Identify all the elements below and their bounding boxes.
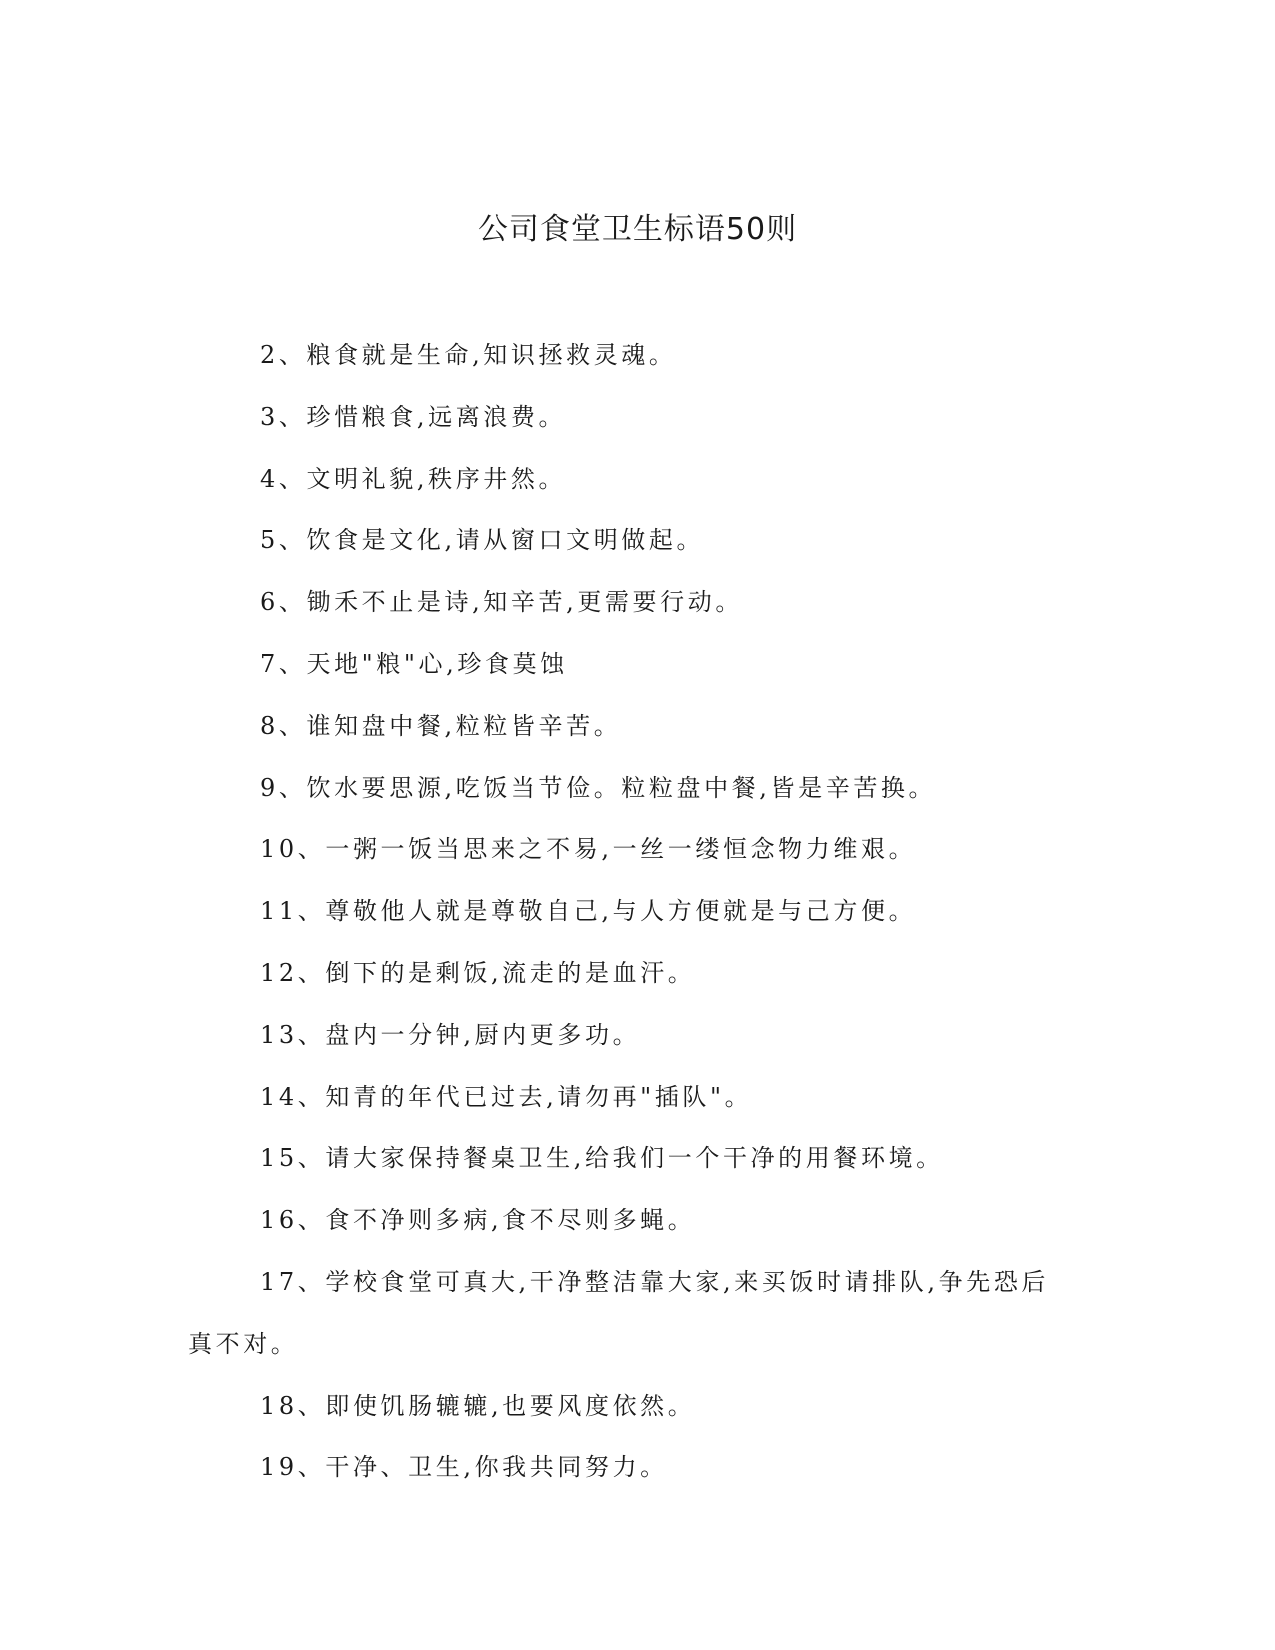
slogan-item: 8、谁知盘中餐,粒粒皆辛苦。 bbox=[260, 711, 622, 740]
slogan-item: 16、食不净则多病,食不尽则多蝇。 bbox=[260, 1206, 696, 1235]
slogan-list bbox=[188, 325, 1068, 1499]
slogan-item: 19、干净、卫生,你我共同努力。 bbox=[260, 1453, 668, 1482]
slogan-item: 2、粮食就是生命,知识拯救灵魂。 bbox=[260, 341, 677, 369]
slogan-item: 5、饮食是文化,请从窗口文明做起。 bbox=[260, 526, 705, 555]
slogan-item: 11、尊敬他人就是尊敬自己,与人方便就是与己方便。 bbox=[260, 897, 917, 926]
document-title: 公司食堂卫生标语50则 bbox=[477, 212, 798, 247]
slogan-item: 9、饮水要思源,吃饭当节俭。粒粒盘中餐,皆是辛苦换。 bbox=[260, 773, 937, 802]
slogan-item: 14、知青的年代已过去,请勿再"插队"。 bbox=[260, 1082, 753, 1111]
slogan-item: 15、请大家保持餐桌卫生,给我们一个干净的用餐环境。 bbox=[260, 1144, 944, 1173]
slogan-item: 3、珍惜粮食,远离浪费。 bbox=[260, 402, 567, 431]
slogan-item: 4、文明礼貌,秩序井然。 bbox=[260, 464, 567, 493]
slogan-item: 10、一粥一饭当思来之不易,一丝一缕恒念物力维艰。 bbox=[260, 835, 917, 864]
slogan-item: 12、倒下的是剩饭,流走的是血汗。 bbox=[260, 958, 696, 987]
slogan-item: 17、学校食堂可真大,干净整洁靠大家,来买饭时请排队,争先恐后真不对。 bbox=[188, 1267, 1050, 1358]
slogan-item: 7、天地"粮"心,珍食莫蚀 bbox=[260, 649, 568, 678]
slogan-item: 18、即使饥肠辘辘,也要风度依然。 bbox=[260, 1391, 696, 1420]
slogan-item: 6、锄禾不止是诗,知辛苦,更需要行动。 bbox=[260, 588, 743, 617]
slogan-item: 13、盘内一分钟,厨内更多功。 bbox=[260, 1020, 641, 1049]
